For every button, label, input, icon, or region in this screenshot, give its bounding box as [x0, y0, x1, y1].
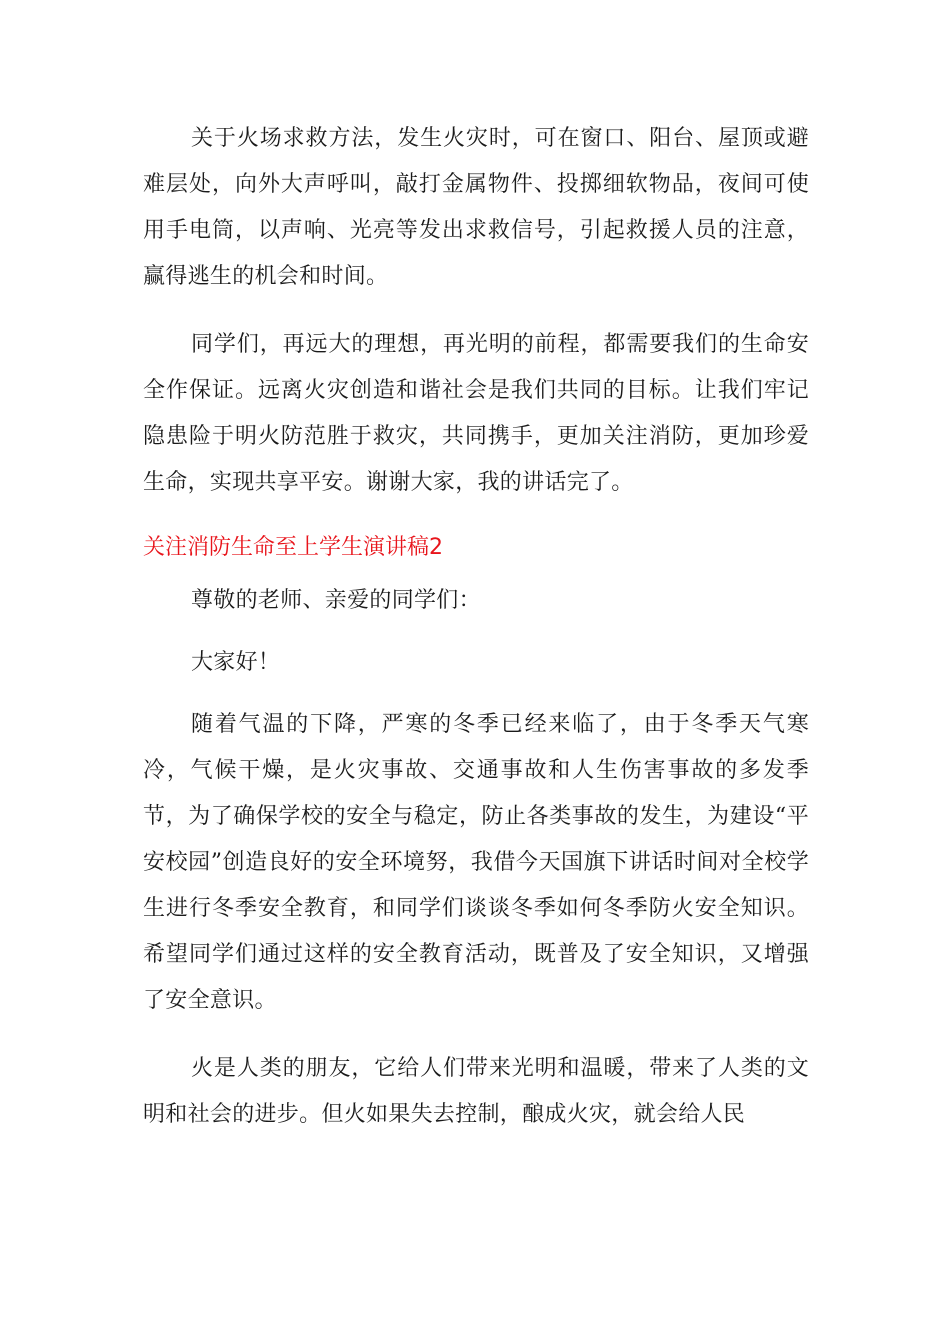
greeting: 大家好！ — [191, 650, 281, 675]
paragraph-winter-safety: 随着气温的下降，严寒的冬季已经来临了，由于冬季天气寒冷，气候干燥，是火灾事故、交通事故和人生伤害事故的多发季节，为了确保学校的安全与稳定，防止各类事故的发生，为建设“平安校园”创造良好的安全环境努，我借今天国旗下讲话时间对全校学生进行冬季安全教育，和同学们谈谈冬季如何冬季防火安全知识。希望同学们通过这样的安全教育活动，既普及了安全知识，又增强了安全意识。 — [143, 712, 809, 1013]
paragraph-fire-rescue-methods: 关于火场求救方法，发生火灾时，可在窗口、阳台、屋顶或避难层处，向外大声呼叫，敲打金属物件、投掷细软物品，夜间可使用手电筒，以声响、光亮等发出求救信号，引起救援人员的注意，赢得逃生的机会和时间。 — [143, 126, 809, 289]
salutation: 尊敬的老师、亲爱的同学们： — [191, 588, 481, 613]
paragraph-closing-remarks: 同学们，再远大的理想，再光明的前程，都需要我们的生命安全作保证。远离火灾创造和谐社会是我们共同的目标。让我们牢记隐患险于明火防范胜于救灾，共同携手，更加关注消防，更加珍爱生命，实现共享平安。谢谢大家，我的讲话完了。 — [143, 332, 809, 495]
paragraph-fire-friend: 火是人类的朋友，它给人们带来光明和温暖，带来了人类的文明和社会的进步。但火如果失去控制，酿成火灾，就会给人民 — [143, 1056, 809, 1127]
section-heading: 关注消防生命至上学生演讲稿2 — [143, 535, 443, 560]
document-page — [143, 116, 809, 1160]
